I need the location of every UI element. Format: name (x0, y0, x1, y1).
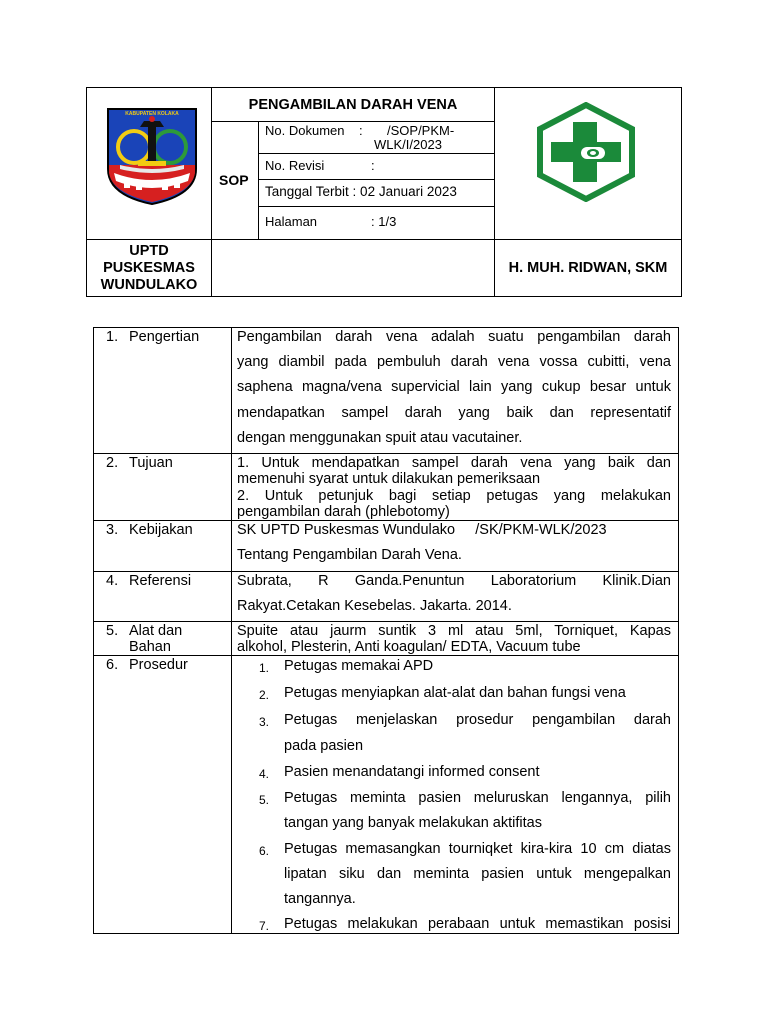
step-6-line-2: lipatan siku dan meminta pasien untuk mengepalkan (284, 866, 671, 882)
tujuan-line-2: memenuhi syarat untuk dilakukan pemeriksaan (237, 471, 541, 487)
org-name-line-1: UPTD (129, 243, 169, 259)
step-num-6: 6. (259, 844, 270, 858)
pengertian-line-3: saphena magna/vena supervicial lain yang cukup besar untuk (237, 379, 671, 395)
referensi-line-2: Rakyat.Cetakan Kesebelas. Jakarta. 2014. (237, 598, 512, 614)
section-num-3: 3. (106, 522, 119, 538)
section-num-1: 1. (106, 329, 119, 345)
section-label-alat-1: Alat dan (129, 623, 183, 639)
signer-name: H. MUH. RIDWAN, SKM (508, 260, 668, 276)
tujuan-line-4: pengambilan darah (phlebotomy) (237, 504, 450, 520)
step-3-line-1: Petugas menjelaskan prosedur pengambilan darah (284, 712, 671, 728)
document-title: PENGAMBILAN DARAH VENA (248, 97, 458, 113)
section-label-tujuan: Tujuan (129, 455, 173, 471)
tujuan-line-3: 2. Untuk petunjuk bagi setiap petugas yang melakukan (237, 488, 671, 504)
section-num-4: 4. (106, 573, 119, 589)
alat-line-2: alkohol, Plesterin, Anti koagulan/ EDTA, Vacuum tube (237, 639, 581, 655)
pengertian-line-2: yang diambil pada pembuluh darah vena vossa cubitti, vena (237, 354, 671, 370)
alat-line-1: Spuite atau jaurm suntik 3 ml atau 5ml, Torniquet, Kapas (237, 623, 671, 639)
step-4-line-1: Pasien menandatangi informed consent (284, 764, 540, 780)
kebijakan-line-2: Tentang Pengambilan Darah Vena. (237, 547, 462, 563)
step-1-line-1: Petugas memakai APD (284, 658, 434, 674)
step-5-line-1: Petugas meminta pasien meluruskan lengannya, pilih (284, 790, 671, 806)
section-label-pengertian: Pengertian (129, 329, 200, 345)
step-num-7: 7. (259, 919, 270, 933)
step-num-3: 3. (259, 715, 270, 729)
step-6-line-3: tangannya. (284, 891, 356, 907)
regency-emblem-logo (104, 103, 200, 207)
revision-sep: : (371, 158, 375, 173)
revision-label: No. Revisi (265, 158, 325, 173)
page-label: Halaman (265, 214, 318, 229)
pengertian-line-1: Pengambilan darah vena adalah suatu pengambilan darah (237, 329, 671, 345)
section-label-prosedur: Prosedur (129, 657, 188, 673)
section-num-2: 2. (106, 455, 119, 471)
doc-number-value: /SOP/PKM- (387, 123, 455, 138)
step-num-4: 4. (259, 767, 270, 781)
section-num-6: 6. (106, 657, 119, 673)
section-label-alat-2: Bahan (129, 639, 171, 655)
org-name-line-3: WUNDULAKO (100, 277, 198, 293)
puskesmas-logo (535, 102, 637, 202)
step-num-1: 1. (259, 661, 270, 675)
section-label-referensi: Referensi (129, 573, 192, 589)
section-label-kebijakan: Kebijakan (129, 522, 193, 538)
section-num-5: 5. (106, 623, 119, 639)
step-3-line-2: pada pasien (284, 738, 364, 754)
org-name-line-2: PUSKESMAS (103, 260, 195, 276)
referensi-line-1: Subrata, R Ganda.Penuntun Laboratorium Klinik.Dian (237, 573, 671, 589)
doc-number-value-2: WLK/I/2023 (374, 137, 442, 152)
tujuan-line-1: 1. Untuk mendapatkan sampel darah vena yang baik dan (237, 455, 671, 471)
sop-label: SOP (219, 172, 249, 188)
doc-number-sep: : (359, 123, 363, 138)
doc-number-label: No. Dokumen (265, 123, 345, 138)
issue-date: Tanggal Terbit : 02 Januari 2023 (265, 184, 457, 199)
step-num-2: 2. (259, 688, 270, 702)
emblem-caption: KABUPATEN KOLAKA (125, 111, 179, 117)
step-num-5: 5. (259, 793, 270, 807)
step-5-line-2: tangan yang banyak melakukan aktifitas (284, 815, 542, 831)
pengertian-line-5: dengan menggunakan spuit atau vacutainer. (237, 430, 523, 446)
step-2-line-1: Petugas menyiapkan alat-alat dan bahan fungsi vena (284, 685, 626, 701)
pengertian-line-4: mendapatkan sampel darah yang baik dan representatif (237, 405, 671, 421)
page-value: : 1/3 (371, 214, 397, 229)
kebijakan-line-1: SK UPTD Puskesmas Wundulako /SK/PKM-WLK/2023 (237, 522, 607, 538)
step-6-line-1: Petugas memasangkan tourniqket kira-kira 10 cm diatas (284, 841, 671, 857)
step-7-line-1: Petugas melakukan perabaan untuk memastikan posisi (284, 916, 671, 932)
